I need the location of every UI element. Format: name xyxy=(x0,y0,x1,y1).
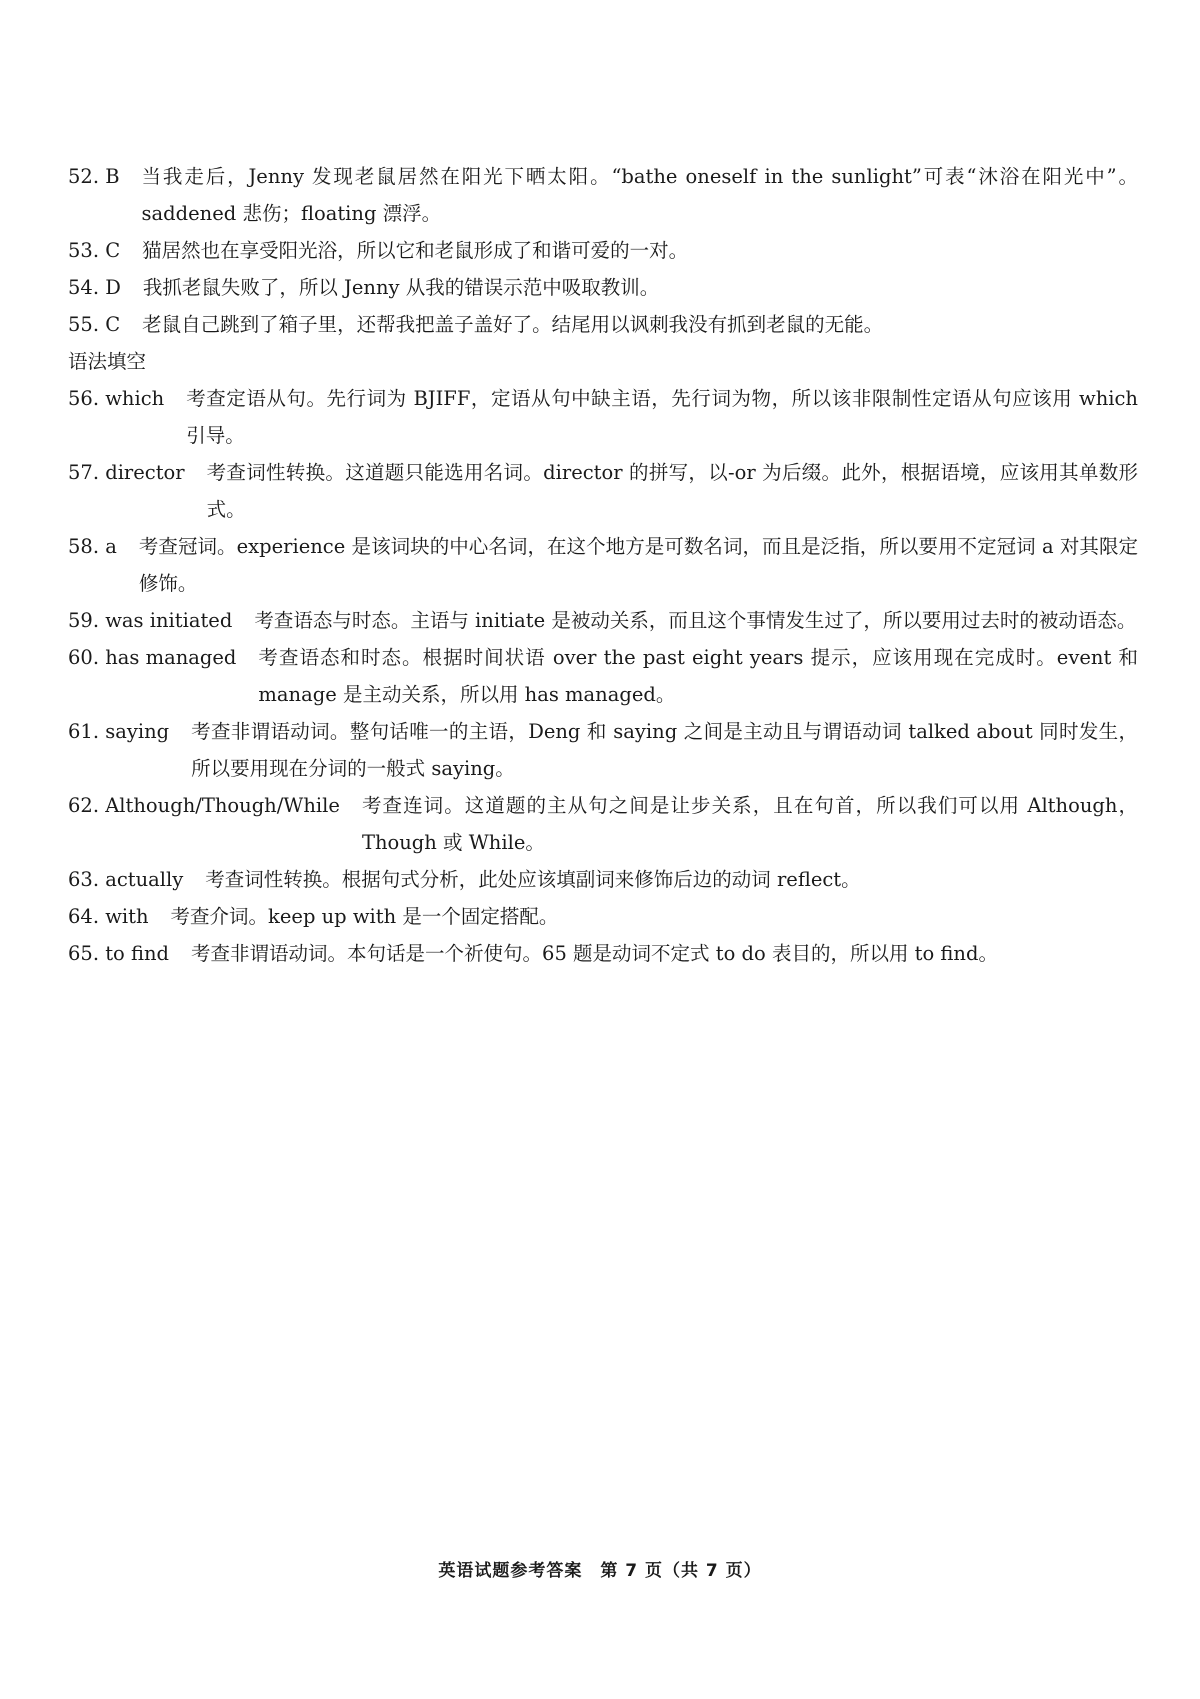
answer-explanation: 考查冠词。experience 是该词块的中心名词，在这个地方是可数名词，而且是泛指，所以要用不定冠词 a 对其限定修饰。 xyxy=(138,535,1138,595)
answer-item-65 xyxy=(68,935,1138,972)
answer-key: 62. Although/Though/While xyxy=(68,794,340,817)
answer-item-57 xyxy=(68,454,1138,528)
answer-key: 54. D xyxy=(68,276,121,299)
answer-item-64 xyxy=(68,898,1138,935)
answer-explanation: 考查词性转换。这道题只能选用名词。director 的拼写，以-or 为后缀。此外，根据语境，应该用其单数形式。 xyxy=(206,461,1138,521)
answer-key: 59. was initiated xyxy=(68,609,233,632)
answer-key: 63. actually xyxy=(68,868,184,891)
answer-key: 60. has managed xyxy=(68,646,237,669)
answer-explanation: 猫居然也在享受阳光浴，所以它和老鼠形成了和谐可爱的一对。 xyxy=(142,239,689,262)
answer-item-63 xyxy=(68,861,1138,898)
answer-item-55 xyxy=(68,306,1138,343)
answer-explanation: 当我走后，Jenny 发现老鼠居然在阳光下晒太阳。“bathe oneself in the sunlight”可表“沐浴在阳光中”。saddened 悲伤；floating 漂浮。 xyxy=(141,165,1138,225)
page-footer: 英语试题参考答案 第 7 页（共 7 页） xyxy=(438,1561,762,1581)
answer-item-62 xyxy=(68,787,1138,861)
answer-item-59 xyxy=(68,602,1138,639)
answer-item-54 xyxy=(68,269,1138,306)
answer-key: 53. C xyxy=(68,239,121,262)
answer-item-52 xyxy=(68,158,1138,232)
answer-item-61 xyxy=(68,713,1138,787)
answer-key: 58. a xyxy=(68,535,117,558)
answers-grammar xyxy=(68,380,1138,972)
answers-reading xyxy=(68,158,1138,343)
section-heading-grammar: 语法填空 xyxy=(68,350,147,373)
answer-item-56 xyxy=(68,380,1138,454)
answer-key: 65. to find xyxy=(68,942,170,965)
answer-key: 55. C xyxy=(68,313,121,336)
answer-explanation: 考查非谓语动词。整句话唯一的主语，Deng 和 saying 之间是主动且与谓语动词 talked about 同时发生，所以要用现在分词的一般式 saying。 xyxy=(191,720,1138,780)
answer-explanation: 考查语态和时态。根据时间状语 over the past eight years 提示，应该用现在完成时。event 和 manage 是主动关系，所以用 has managed。 xyxy=(258,646,1138,706)
answer-key: 52. B xyxy=(68,165,120,188)
answer-content xyxy=(68,158,1138,972)
answer-item-58 xyxy=(68,528,1138,602)
answer-explanation: 考查非谓语动词。本句话是一个祈使句。65 题是动词不定式 to do 表目的，所以用 to find。 xyxy=(191,942,998,965)
answer-item-53 xyxy=(68,232,1138,269)
answer-explanation: 考查连词。这道题的主从句之间是让步关系，且在句首，所以我们可以用 Although，Though 或 While。 xyxy=(361,794,1138,854)
answer-key: 61. saying xyxy=(68,720,170,743)
answer-key: 56. which xyxy=(68,387,165,410)
answer-key: 64. with xyxy=(68,905,149,928)
answer-explanation: 我抓老鼠失败了，所以 Jenny 从我的错误示范中吸取教训。 xyxy=(142,276,660,299)
answer-explanation: 老鼠自己跳到了箱子里，还帮我把盖子盖好了。结尾用以讽刺我没有抓到老鼠的无能。 xyxy=(142,313,884,336)
answer-item-60 xyxy=(68,639,1138,713)
answer-explanation: 考查语态与时态。主语与 initiate 是被动关系，而且这个事情发生过了，所以要用过去时的被动语态。 xyxy=(254,609,1137,632)
answer-explanation: 考查介词。keep up with 是一个固定搭配。 xyxy=(170,905,559,928)
answer-explanation: 考查定语从句。先行词为 BJIFF，定语从句中缺主语，先行词为物，所以该非限制性定语从句应该用 which 引导。 xyxy=(186,387,1138,447)
answer-explanation: 考查词性转换。根据句式分析，此处应该填副词来修饰后边的动词 reflect。 xyxy=(205,868,861,891)
answer-key: 57. director xyxy=(68,461,185,484)
